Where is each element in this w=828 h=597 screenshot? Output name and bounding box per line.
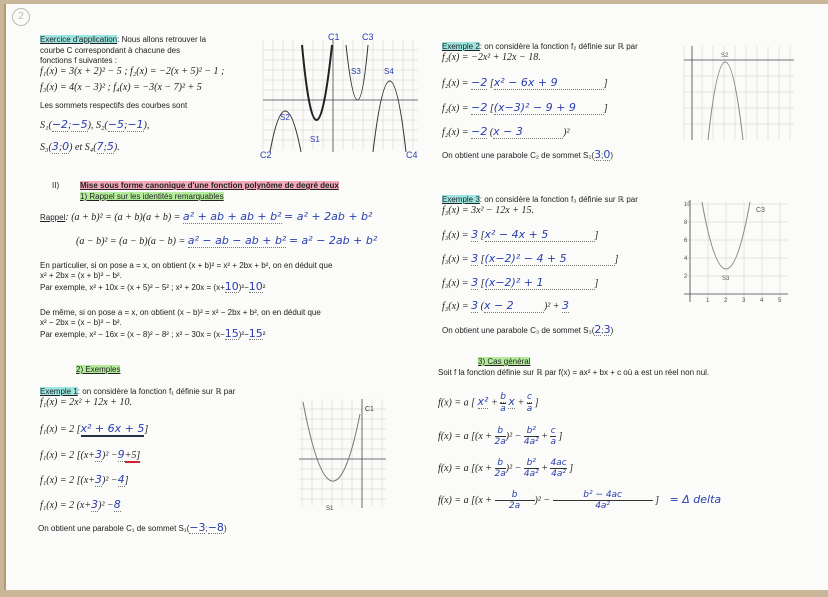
particular-example-text: Par exemple, x² + 10x = (x + 5)² − 5² ; x² + 20x = (x+ bbox=[40, 283, 225, 292]
ex1-l3-left: f₁(x) = 2 [(x+ bbox=[40, 475, 96, 486]
general-line2: f(x) = a [(x + $\frac{b}{2a}$ )² − $\frac{\text{b²}}{\text{4a²}}$ + $\frac{c}{a}$ ] bbox=[438, 426, 563, 447]
svg-text:2: 2 bbox=[684, 274, 688, 280]
ex1-line3: f₁(x) = 2 [(x+3)² −4] bbox=[40, 473, 129, 486]
s4-x-input[interactable]: 7 bbox=[96, 140, 104, 153]
exercise-functions-line1: f₁(x) = 3(x + 2)² − 5 ; f₂(x) = −2(x + 5)² − 1 ; bbox=[40, 66, 225, 77]
exercise-intro-line3 bbox=[40, 55, 117, 66]
exercise-intro-suivantes: suivantes : bbox=[76, 56, 117, 65]
svg-text:1: 1 bbox=[706, 298, 710, 304]
general-l2-left: f(x) = a bbox=[438, 430, 469, 442]
ex2-conclusion-text: On obtient une parabole C₂ de sommet S₂( bbox=[442, 151, 595, 160]
exercise-functions-line2: f₃(x) = 4(x − 3)² ; f₄(x) = −3(x − 7)² + 5 bbox=[40, 82, 202, 93]
ex1-l2-end: +5] bbox=[124, 450, 141, 461]
svg-text:2: 2 bbox=[724, 298, 728, 304]
particular-line3 bbox=[40, 281, 265, 293]
particular-fill-2[interactable]: 10 bbox=[248, 280, 263, 293]
general-l3-num2[interactable]: b² bbox=[526, 458, 536, 468]
ex1-l1-left: f₁(x) = 2 [ bbox=[40, 424, 81, 435]
ex3-conclusion: On obtient une parabole C₃ de sommet S₃(2;3) bbox=[442, 323, 614, 336]
ex3-l1-fill[interactable]: x² − 4x + 5 bbox=[485, 228, 595, 242]
ex1-l4-left: f₁(x) = 2 (x+ bbox=[40, 500, 92, 511]
ex3-l1-left: f₃(x) = bbox=[442, 230, 469, 241]
ex1-l2-fill-b[interactable]: 9 bbox=[117, 448, 125, 461]
ex2-l1-fill-a[interactable]: −2 bbox=[471, 76, 488, 89]
label-c4: C4 bbox=[406, 150, 418, 160]
ex1-l4-fill-a[interactable]: 3 bbox=[91, 498, 99, 511]
general-l3-frac3 bbox=[550, 458, 566, 479]
svg-text:3: 3 bbox=[742, 298, 746, 304]
identity1-line bbox=[40, 210, 372, 224]
label-s1: S1 bbox=[310, 135, 320, 144]
general-title-text: 3) Cas général bbox=[478, 357, 531, 366]
general-line3: f(x) = a [(x + $\frac{b}{2a}$ )² − $\frac{\text{b²}}{\text{4a²}}$ + $\frac{4ac}{\text{4a²}}$ ] bbox=[438, 458, 574, 479]
ex3-line2: f₃(x) = 3 [(x−2)² − 4 + 5 ] bbox=[442, 252, 619, 265]
s2-label: S₂( bbox=[95, 120, 108, 131]
general-l2-frac1 bbox=[495, 426, 506, 447]
section2-subtitle bbox=[80, 191, 224, 202]
particular-line2: x² + 2bx = (x + b)² − b². bbox=[40, 271, 122, 280]
general-line4: f(x) = a [(x + $\frac{b}{2a}$ )² − $\frac{\text{b² − 4ac}}{\text{4a²}}$ ] = Δ delta bbox=[438, 490, 722, 511]
general-l2-frac3 bbox=[550, 426, 556, 447]
rappel-label: Rappel bbox=[40, 213, 66, 222]
ex1-l4-mid: )² − bbox=[98, 500, 114, 511]
exercise-intro-rest: correspondant à chacune des bbox=[72, 46, 181, 55]
svg-text:4: 4 bbox=[760, 298, 764, 304]
ex3-conclusion-text: On obtient une parabole C₃ de sommet S₃( bbox=[442, 326, 595, 335]
ex3-l2-fill[interactable]: (x−2)² − 4 + 5 bbox=[485, 252, 615, 266]
general-l2-num3[interactable]: c bbox=[550, 426, 556, 436]
worksheet-page bbox=[4, 4, 828, 590]
ex2-line2: f₂(x) = −2 [(x−3)² − 9 + 9 ] bbox=[442, 101, 608, 114]
section2-number: II) bbox=[52, 181, 60, 190]
ex2-conclusion: On obtient une parabole C₂ de sommet S₂(3;0) bbox=[442, 148, 613, 161]
same-line3 bbox=[40, 328, 265, 340]
ex3-graph-vertex-label: S3 bbox=[722, 276, 730, 282]
s3-y-input[interactable]: 0 bbox=[62, 140, 70, 153]
ex3-l4-fill[interactable]: x − 2 bbox=[484, 299, 544, 313]
ex3-definition: f₃(x) = 3x² − 12x + 15. bbox=[442, 205, 534, 216]
general-l3-num1[interactable]: b bbox=[497, 458, 504, 468]
s3-x-input[interactable]: 3 bbox=[51, 140, 59, 153]
s1-label: S₁( bbox=[40, 120, 52, 131]
ex1-conclusion-text: On obtient une parabole C₁ de sommet S₁( bbox=[38, 524, 190, 533]
particular-fill-1[interactable]: 10 bbox=[224, 280, 239, 293]
general-l4-frac2 bbox=[553, 490, 653, 511]
ex3-line4: f₃(x) = 3 (x − 2 )² + 3 bbox=[442, 299, 570, 312]
ex2-l1-fill[interactable]: x² − 6x + 9 bbox=[494, 76, 604, 90]
ex3-intro-text: : on considère la fonction f₃ définie sur ℝ par bbox=[479, 195, 638, 204]
page-number-badge: 2 bbox=[12, 8, 30, 26]
ex1-l3-fill-a[interactable]: 3 bbox=[95, 473, 103, 486]
same-fill-1[interactable]: 15 bbox=[224, 327, 239, 340]
general-l4-left: f(x) = a bbox=[438, 494, 469, 506]
same-example-text: Par exemple, x² − 16x = (x − 8)² − 8² ; x² − 30x = (x− bbox=[40, 330, 225, 339]
square-sign: ² bbox=[262, 330, 266, 339]
vertices-line1: S₁(−2;−5), S₂(−5;−1), bbox=[40, 118, 150, 131]
general-l2-den1[interactable]: 2a bbox=[494, 437, 506, 447]
ex2-l2-fill-a[interactable]: −2 bbox=[471, 101, 488, 114]
svg-text:4: 4 bbox=[684, 256, 688, 262]
label-s2: S2 bbox=[280, 113, 290, 122]
ex1-vertex-y[interactable]: −8 bbox=[207, 521, 224, 534]
delta-note: = Δ delta bbox=[669, 492, 722, 506]
label-s3: S3 bbox=[351, 67, 361, 76]
general-l3-frac1 bbox=[495, 458, 506, 479]
ex1-label: Exemple 1 bbox=[40, 387, 78, 396]
general-l2-num2[interactable]: b² bbox=[526, 426, 536, 436]
same-line2: x² − 2bx = (x − b)² − b². bbox=[40, 318, 122, 327]
general-l3-den2[interactable]: 4a² bbox=[523, 469, 539, 479]
identity2-result: = a² − 2ab + b² bbox=[288, 234, 378, 247]
ex3-l3-fill[interactable]: (x−2)² + 1 bbox=[485, 276, 595, 290]
ex3-line1: f₃(x) = 3 [x² − 4x + 5 ] bbox=[442, 228, 599, 241]
ex2-intro-text: : on considère la fonction f₂ définie sur ℝ par bbox=[479, 42, 638, 51]
ex3-l4-left: f₃(x) = bbox=[442, 301, 469, 312]
exercise-intro-curve: courbe C bbox=[40, 46, 73, 55]
general-title bbox=[478, 356, 530, 367]
general-l4-num2[interactable]: b² − 4ac bbox=[583, 490, 623, 500]
general-l1-frac-b bbox=[500, 392, 506, 414]
square-sign: ² bbox=[262, 283, 266, 292]
ex1-l4-fill-b[interactable]: 8 bbox=[113, 498, 121, 511]
svg-text:10: 10 bbox=[684, 202, 691, 208]
ex2-definition: f₂(x) = −2x² + 12x − 18. bbox=[442, 52, 541, 63]
identity1-fill[interactable]: a² + ab + ab + b² bbox=[182, 210, 282, 223]
svg-text:8: 8 bbox=[684, 220, 688, 226]
ex3-l4-fill-a[interactable]: 3 bbox=[471, 299, 479, 312]
general-l4-frac1 bbox=[495, 490, 535, 511]
ex2-l3-left: f₂(x) = bbox=[442, 127, 469, 138]
identity2-left: (a − b)² = (a − b)(a − b) = bbox=[76, 236, 186, 247]
ex2-intro bbox=[442, 41, 638, 52]
general-l4-num1[interactable]: b bbox=[511, 490, 518, 500]
ex1-conclusion: On obtient une parabole C₁ de sommet S₁(−3;−8) bbox=[38, 521, 227, 534]
general-line1: f(x) = a [ x² + $\frac{b}{a}$ x + $\frac{c}{a}$ ] bbox=[438, 392, 539, 414]
ex1-l3-mid: )² − bbox=[102, 475, 118, 486]
ex1-graph bbox=[294, 394, 394, 512]
general-l2-den3[interactable]: a bbox=[550, 437, 556, 447]
ex2-graph-vertex-label: S2 bbox=[721, 53, 729, 59]
label-s4: S4 bbox=[384, 67, 394, 76]
section2-title-text: Mise sous forme canonique d'une fonction polynôme de degré deux bbox=[80, 181, 339, 190]
ex1-graph-vertex-label: S1 bbox=[326, 506, 334, 512]
ex3-graph-curve-label: C3 bbox=[756, 207, 765, 214]
identity2-line bbox=[76, 234, 377, 248]
identity1-left: : (a + b)² = (a + b)(a + b) = bbox=[65, 212, 181, 223]
ex2-label: Exemple 2 bbox=[442, 42, 480, 51]
s4-label: S₄( bbox=[84, 142, 97, 153]
ex1-intro bbox=[40, 386, 235, 397]
general-l3-num3[interactable]: 4ac bbox=[550, 458, 567, 468]
ex1-intro-text: : on considère la fonction f₁ définie sur ℝ par bbox=[77, 387, 236, 396]
ex3-l3-fill-a[interactable]: 3 bbox=[471, 276, 479, 289]
ex3-vertex-y[interactable]: 3 bbox=[603, 323, 611, 336]
general-l3-den3[interactable]: 4a² bbox=[551, 469, 567, 479]
and-text: et bbox=[75, 142, 83, 153]
ex1-l3-fill-b[interactable]: 4 bbox=[117, 473, 125, 486]
exercise-graph bbox=[258, 30, 428, 160]
examples-title bbox=[76, 364, 120, 375]
same-mid: )²− bbox=[238, 330, 249, 339]
same-fill-2[interactable]: 15 bbox=[248, 327, 263, 340]
general-l2-num1[interactable]: b bbox=[497, 426, 504, 436]
vertices-label: Les sommets respectifs des courbes sont bbox=[40, 101, 188, 110]
section2-subtitle-text: 1) Rappel sur les identités remarquables bbox=[80, 192, 224, 201]
ex2-l3-fill-a[interactable]: −2 bbox=[471, 125, 488, 138]
exercise-intro-fonctions: fonctions f bbox=[40, 56, 77, 65]
ex2-line1: f₂(x) = −2 [x² − 6x + 9 ] bbox=[442, 76, 608, 89]
general-l1-x2[interactable]: x² bbox=[477, 395, 489, 409]
exercise-title: Exercice d'application bbox=[40, 35, 118, 44]
ex1-l2-fill-a[interactable]: 3 bbox=[95, 448, 103, 461]
section2-title bbox=[80, 180, 339, 191]
svg-text:6: 6 bbox=[684, 238, 688, 244]
s2-y-input[interactable]: −1 bbox=[127, 118, 144, 131]
general-l1-den-c[interactable]: a bbox=[526, 404, 533, 414]
examples-title-text: 2) Exemples bbox=[76, 365, 121, 374]
general-l1-frac-c bbox=[527, 392, 533, 414]
particular-line1: En particulier, si on pose a = x, on obtient (x + b)² = x² + 2bx + b², on en déduit que bbox=[40, 261, 333, 270]
s1-y-input[interactable]: −5 bbox=[71, 118, 88, 131]
label-c1: C1 bbox=[328, 32, 340, 42]
ex1-line1: f₁(x) = 2 [x² + 6x + 5] bbox=[40, 422, 149, 435]
vertices-line2: S₃(3;0) et S₄(7;5). bbox=[40, 140, 120, 153]
general-intro: Soit f la fonction définie sur ℝ par f(x) = ax² + bx + c où a est un réel non nul. bbox=[438, 368, 710, 377]
ex1-l2-mid: )² − bbox=[102, 450, 118, 461]
general-l4-den2[interactable]: 4a² bbox=[553, 500, 653, 511]
ex2-l2-fill[interactable]: (x−3)² − 9 + 9 bbox=[494, 101, 604, 115]
s2-x-input[interactable]: −5 bbox=[107, 118, 124, 131]
ex3-l1-fill-a[interactable]: 3 bbox=[471, 228, 479, 241]
general-l2-frac2 bbox=[524, 426, 539, 447]
general-l3-left: f(x) = a bbox=[438, 462, 469, 474]
general-l2-den2[interactable]: 4a² bbox=[523, 437, 539, 447]
ex2-line3: f₂(x) = −2 (x − 3 )² bbox=[442, 125, 570, 138]
identity1-result: = a² + 2ab + b² bbox=[284, 210, 373, 223]
ex1-vertex-x[interactable]: −3 bbox=[189, 521, 206, 534]
ex3-l3-left: f₃(x) = bbox=[442, 278, 469, 289]
ex3-l4-fill-end[interactable]: 3 bbox=[562, 299, 570, 312]
exercise-intro-line1 bbox=[40, 34, 206, 45]
ex3-intro bbox=[442, 194, 638, 205]
ex2-l1-left: f₂(x) = bbox=[442, 78, 469, 89]
general-l1-num[interactable]: b bbox=[500, 392, 506, 402]
ex2-vertex-x[interactable]: 3 bbox=[594, 148, 602, 161]
ex1-graph-curve-label: C1 bbox=[365, 406, 374, 413]
label-c2: C2 bbox=[260, 150, 272, 160]
general-l4-den1[interactable]: 2a bbox=[495, 500, 535, 511]
general-l1-den[interactable]: a bbox=[500, 404, 506, 414]
ex2-vertex-y[interactable]: 0 bbox=[603, 148, 611, 161]
ex3-l2-fill-a[interactable]: 3 bbox=[471, 252, 479, 265]
ex3-graph bbox=[680, 194, 792, 306]
label-c3: C3 bbox=[362, 32, 374, 42]
s3-label: S₃( bbox=[40, 142, 52, 153]
particular-mid: )²− bbox=[238, 283, 249, 292]
general-l1-x[interactable]: x bbox=[508, 395, 515, 409]
ex2-l3-fill[interactable]: x − 3 bbox=[493, 125, 563, 139]
ex1-l2-left: f₁(x) = 2 [(x+ bbox=[40, 450, 96, 461]
svg-text:5: 5 bbox=[778, 298, 782, 304]
general-l3-frac2 bbox=[524, 458, 539, 479]
exercise-intro-text: : Nous allons retrouver la bbox=[117, 35, 207, 44]
general-l1-left: f(x) = a bbox=[438, 397, 469, 409]
ex1-l1-fill[interactable]: x² + 6x + 5 bbox=[80, 422, 145, 435]
s1-x-input[interactable]: −2 bbox=[51, 118, 69, 131]
ex1-line2 bbox=[40, 448, 140, 462]
ex1-line4 bbox=[40, 498, 121, 512]
identity2-fill[interactable]: a² − ab − ab + b² bbox=[187, 234, 287, 247]
ex3-label: Exemple 3 bbox=[442, 195, 480, 204]
ex3-vertex-x[interactable]: 2 bbox=[594, 323, 602, 336]
ex2-graph bbox=[680, 44, 798, 144]
general-l3-den1[interactable]: 2a bbox=[494, 469, 506, 479]
same-line1: De même, si on pose a = x, on obtient (x − b)² = x² − 2bx + b², on en déduit que bbox=[40, 308, 321, 317]
s4-y-input[interactable]: 5 bbox=[106, 140, 114, 153]
ex3-line3: f₃(x) = 3 [(x−2)² + 1 ] bbox=[442, 276, 599, 289]
ex3-l2-left: f₃(x) = bbox=[442, 254, 469, 265]
ex1-definition: f₁(x) = 2x² + 12x + 10. bbox=[40, 397, 132, 408]
ex2-l2-left: f₂(x) = bbox=[442, 103, 469, 114]
general-l1-num-c[interactable]: c bbox=[526, 392, 532, 402]
